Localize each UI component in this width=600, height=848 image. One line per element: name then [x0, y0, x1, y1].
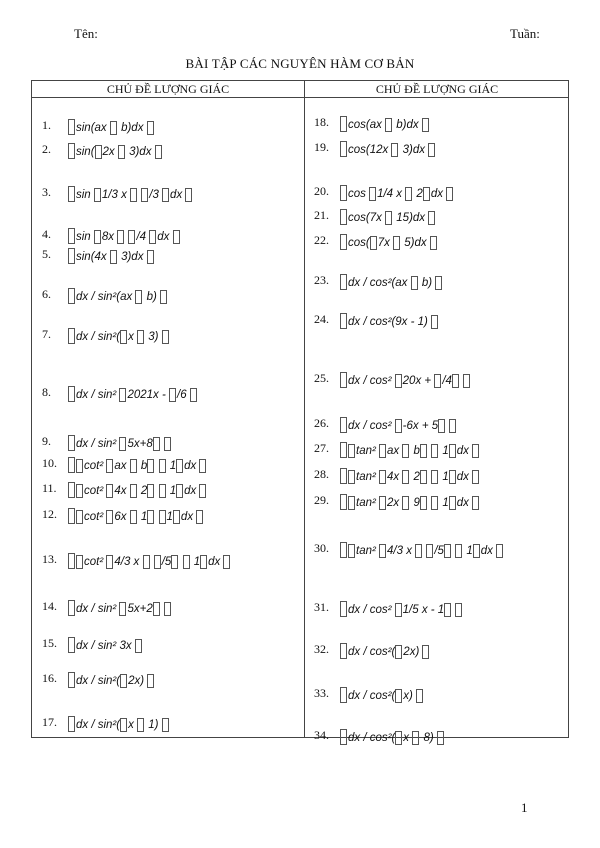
placeholder-glyph [95, 145, 102, 159]
exercise-number: 28. [314, 467, 329, 481]
exercise-number: 30. [314, 541, 329, 555]
integral-expression [68, 143, 163, 159]
expression-text: dx / sin²(ax b) [76, 289, 168, 304]
integral-sign [340, 687, 347, 703]
placeholder-glyph [370, 236, 377, 250]
exercise-number: 27. [314, 441, 329, 455]
integral-expression [340, 729, 445, 745]
expression-text: sin( 2x 3)dx [76, 144, 163, 159]
placeholder-glyph [120, 718, 127, 732]
exercise-number: 19. [314, 140, 329, 154]
placeholder-glyph [420, 496, 427, 510]
placeholder-glyph [430, 236, 437, 250]
placeholder-glyph [119, 602, 126, 616]
integral-expression [340, 601, 463, 617]
left-column-header: CHỦ ĐỀ LƯỢNG GIÁC [106, 82, 230, 96]
placeholder-glyph [348, 544, 355, 558]
integral-sign [340, 601, 347, 617]
placeholder-glyph [449, 496, 456, 510]
placeholder-glyph [135, 290, 142, 304]
integral-sign [340, 274, 347, 290]
integral-expression [68, 328, 170, 344]
exercise-item [314, 252, 564, 292]
expression-text: sin(4x 3)dx [76, 249, 155, 264]
integral-sign [340, 643, 347, 659]
exercise-number: 13. [42, 552, 57, 566]
exercise-item [314, 621, 564, 661]
expression-text: sin 8x /4 dx [76, 229, 181, 244]
expression-text: dx / sin² 5x+8 [76, 436, 172, 451]
integral-expression [68, 186, 193, 202]
placeholder-glyph [435, 276, 442, 290]
placeholder-glyph [434, 374, 441, 388]
exercise-number: 31. [314, 600, 329, 614]
placeholder-glyph [160, 290, 167, 304]
integral-sign [68, 186, 75, 202]
expression-text: dx / sin²( x 3) [76, 329, 170, 344]
integral-sign [340, 234, 347, 250]
placeholder-glyph [431, 496, 438, 510]
exercise-item [42, 578, 292, 618]
placeholder-glyph [106, 510, 113, 524]
integral-sign [340, 313, 347, 329]
placeholder-glyph [393, 236, 400, 250]
expression-text: dx / sin² 5x+2 [76, 601, 172, 616]
placeholder-glyph [162, 330, 169, 344]
expression-text: tan² ax b 1 dx [348, 443, 480, 458]
integral-expression [340, 494, 480, 510]
exercise-item [42, 615, 292, 655]
integral-sign [340, 372, 347, 388]
placeholder-glyph [141, 188, 148, 202]
exercise-number: 6. [42, 287, 51, 301]
placeholder-glyph [431, 315, 438, 329]
exercise-number: 2. [42, 142, 51, 156]
placeholder-glyph [118, 145, 125, 159]
exercise-number: 8. [42, 385, 51, 399]
placeholder-glyph [106, 555, 113, 569]
placeholder-glyph [119, 388, 126, 402]
placeholder-glyph [472, 496, 479, 510]
exercise-number: 15. [42, 636, 57, 650]
placeholder-glyph [455, 544, 462, 558]
exercise-item [42, 226, 292, 266]
exercise-item [314, 350, 564, 390]
expression-text: dx / cos² -6x + 5 [348, 418, 457, 433]
expression-text: dx / cos²(ax b) [348, 275, 443, 290]
placeholder-glyph [76, 510, 83, 524]
placeholder-glyph [137, 718, 144, 732]
placeholder-glyph [452, 374, 459, 388]
expression-text: cos 1/4 x 2 dx [348, 186, 454, 201]
placeholder-glyph [154, 555, 161, 569]
placeholder-glyph [402, 496, 409, 510]
placeholder-glyph [164, 602, 171, 616]
integral-sign [340, 141, 347, 157]
integral-sign [68, 716, 75, 732]
integral-expression [340, 372, 471, 388]
expression-text: cos(12x 3)dx [348, 142, 436, 157]
integral-expression [68, 248, 155, 264]
placeholder-glyph [120, 674, 127, 688]
integral-sign [340, 542, 347, 558]
expression-text: cos(7x 15)dx [348, 210, 436, 225]
exercise-number: 26. [314, 416, 329, 430]
placeholder-glyph [395, 731, 402, 745]
expression-text: cot² 4/3 x /5 1 dx [76, 554, 231, 569]
placeholder-glyph [379, 544, 386, 558]
integral-sign [68, 508, 75, 524]
integral-expression [68, 288, 168, 304]
expression-text: tan² 4/3 x /5 1 dx [348, 543, 504, 558]
placeholder-glyph [190, 388, 197, 402]
exercise-number: 32. [314, 642, 329, 656]
integral-sign [68, 553, 75, 569]
placeholder-glyph [94, 188, 101, 202]
expression-text: sin 1/3 x /3 dx [76, 187, 193, 202]
expression-text: cos( 7x 5)dx [348, 235, 438, 250]
placeholder-glyph [183, 555, 190, 569]
exercise-item [42, 486, 292, 526]
exercise-number: 23. [314, 273, 329, 287]
integral-sign [68, 600, 75, 616]
exercise-item [314, 291, 564, 331]
exercise-number: 5. [42, 247, 51, 261]
integral-sign [340, 494, 347, 510]
placeholder-glyph [411, 276, 418, 290]
exercise-table [31, 80, 569, 744]
integral-expression [68, 553, 231, 569]
exercise-item [42, 694, 292, 734]
placeholder-glyph [137, 330, 144, 344]
placeholder-glyph [110, 250, 117, 264]
exercise-item [42, 364, 292, 404]
integral-sign [68, 328, 75, 344]
exercise-item [42, 306, 292, 346]
expression-text: dx / sin²( 2x) [76, 673, 155, 688]
expression-text: dx / sin²( x 1) [76, 717, 170, 732]
integral-sign [68, 248, 75, 264]
exercise-item [42, 121, 292, 161]
placeholder-glyph [185, 188, 192, 202]
placeholder-glyph [428, 143, 435, 157]
exercise-number: 29. [314, 493, 329, 507]
placeholder-glyph [147, 674, 154, 688]
exercise-number: 20. [314, 184, 329, 198]
expression-text: cot² 4x 2 1 dx [76, 483, 207, 498]
expression-text: tan² 2x 9 1 dx [348, 495, 480, 510]
integral-expression [340, 141, 436, 157]
expression-text: cos(ax b)dx [348, 117, 430, 132]
placeholder-glyph [426, 544, 433, 558]
placeholder-glyph [395, 374, 402, 388]
placeholder-glyph [473, 544, 480, 558]
exercise-item [314, 119, 564, 159]
placeholder-glyph [395, 645, 402, 659]
placeholder-glyph [171, 555, 178, 569]
placeholder-glyph [415, 544, 422, 558]
column-divider [304, 81, 305, 737]
exercise-item [314, 665, 564, 705]
expression-text: dx / cos² 20x + /4 [348, 373, 471, 388]
exercise-item [314, 212, 564, 252]
placeholder-glyph [153, 602, 160, 616]
placeholder-glyph [200, 555, 207, 569]
expression-text: dx / sin² 3x [76, 638, 143, 653]
placeholder-glyph [391, 143, 398, 157]
placeholder-glyph [76, 555, 83, 569]
right-column-header: CHỦ ĐỀ LƯỢNG GIÁC [375, 82, 499, 96]
exercise-item [314, 707, 564, 747]
exercise-number: 25. [314, 371, 329, 385]
placeholder-glyph [130, 188, 137, 202]
exercise-number: 34. [314, 728, 329, 742]
integral-expression [340, 234, 438, 250]
integral-sign [68, 288, 75, 304]
placeholder-glyph [444, 544, 451, 558]
page-title: BÀI TẬP CÁC NGUYÊN HÀM CƠ BẢN [185, 56, 415, 71]
exercise-number: 22. [314, 233, 329, 247]
placeholder-glyph [169, 388, 176, 402]
placeholder-glyph [437, 731, 444, 745]
expression-text: dx / cos²( x) [348, 688, 424, 703]
integral-expression [340, 687, 424, 703]
exercise-number: 14. [42, 599, 57, 613]
integral-expression [68, 600, 172, 616]
placeholder-glyph [395, 689, 402, 703]
placeholder-glyph [143, 555, 150, 569]
integral-expression [68, 672, 155, 688]
placeholder-glyph [196, 510, 203, 524]
integral-expression [340, 274, 443, 290]
placeholder-glyph [395, 603, 402, 617]
placeholder-glyph [444, 603, 451, 617]
placeholder-glyph [162, 188, 169, 202]
placeholder-glyph [159, 510, 166, 524]
integral-sign [68, 386, 75, 402]
placeholder-glyph [496, 544, 503, 558]
exercise-item [314, 579, 564, 619]
integral-expression [340, 542, 504, 558]
integral-sign [340, 729, 347, 745]
placeholder-glyph [147, 250, 154, 264]
exercise-item [314, 472, 564, 512]
exercise-number: 1. [42, 118, 51, 132]
exercise-number: 16. [42, 671, 57, 685]
placeholder-glyph [130, 510, 137, 524]
expression-text: dx / cos² 1/5 x - 1 [348, 602, 463, 617]
exercise-number: 10. [42, 456, 57, 470]
placeholder-glyph [416, 689, 423, 703]
placeholder-glyph [162, 718, 169, 732]
integral-expression [340, 313, 439, 329]
placeholder-glyph [455, 603, 462, 617]
placeholder-glyph [412, 731, 419, 745]
expression-text: dx / cos²(9x - 1) [348, 314, 439, 329]
page-number: 1 [521, 800, 528, 815]
placeholder-glyph [120, 330, 127, 344]
placeholder-glyph [147, 510, 154, 524]
expression-text: cot² ax b 1 dx [76, 458, 207, 473]
integral-expression [68, 386, 198, 402]
exercise-number: 11. [42, 481, 57, 495]
placeholder-glyph [422, 645, 429, 659]
expression-text: dx / cos²( x 8) [348, 730, 445, 745]
integral-expression [68, 716, 170, 732]
placeholder-glyph [379, 496, 386, 510]
placeholder-glyph [223, 555, 230, 569]
exercise-number: 17. [42, 715, 57, 729]
expression-text: cot² 6x 1 1 dx [76, 509, 204, 524]
integral-sign [68, 143, 75, 159]
exercise-number: 24. [314, 312, 329, 326]
integral-expression [340, 643, 430, 659]
placeholder-glyph [173, 510, 180, 524]
exercise-number: 4. [42, 227, 51, 241]
expression-text: dx / sin² 2021x - /6 [76, 387, 198, 402]
expression-text: dx / cos²( 2x) [348, 644, 430, 659]
exercise-number: 33. [314, 686, 329, 700]
integral-expression [68, 508, 204, 524]
exercise-item [42, 650, 292, 690]
placeholder-glyph [348, 496, 355, 510]
exercise-number: 7. [42, 327, 51, 341]
expression-text: tan² 4x 2 1 dx [348, 469, 480, 484]
exercise-number: 12. [42, 507, 57, 521]
exercise-number: 21. [314, 208, 329, 222]
exercise-number: 9. [42, 434, 51, 448]
expression-text: sin(ax b)dx [76, 120, 155, 135]
exercise-number: 18. [314, 115, 329, 129]
exercise-item [42, 266, 292, 306]
week-label: Tuần: [510, 26, 540, 41]
placeholder-glyph [155, 145, 162, 159]
exercise-item [42, 164, 292, 204]
name-label: Tên: [74, 26, 98, 41]
integral-sign [68, 672, 75, 688]
placeholder-glyph [463, 374, 470, 388]
exercise-item [42, 531, 292, 571]
exercise-number: 3. [42, 185, 51, 199]
exercise-item [314, 520, 564, 560]
